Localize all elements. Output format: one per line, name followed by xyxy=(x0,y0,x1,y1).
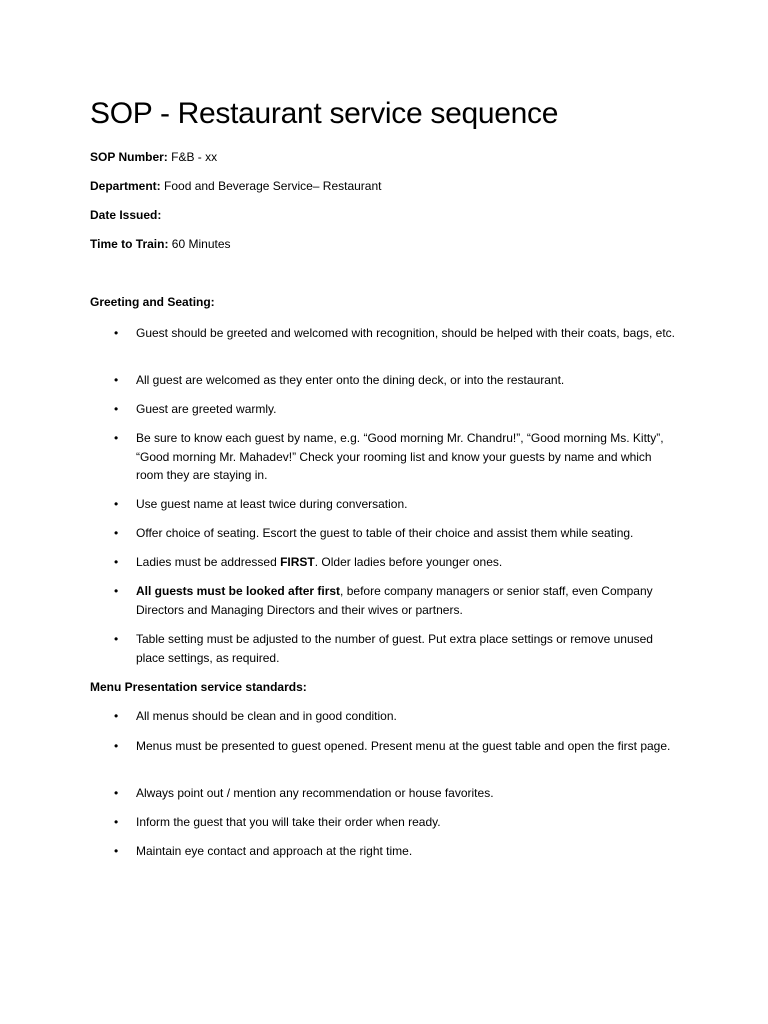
list-item-text: Be sure to know each guest by name, e.g. “Good morning Mr. Chandru!”, “Good morning Ms. Kitty”, “Good morning Mr. Mahadev!” Check your rooming list and know your guests by name and which room they are staying in. xyxy=(136,431,664,482)
bullet-icon: • xyxy=(114,326,119,340)
department-label: Department: xyxy=(90,179,161,193)
bullet-icon: • xyxy=(114,431,119,445)
bullet-icon: • xyxy=(114,739,119,753)
department-value: Food and Beverage Service– Restaurant xyxy=(160,179,382,193)
department-line xyxy=(90,179,382,193)
bullet-icon: • xyxy=(114,497,119,511)
list-item-text: Offer choice of seating. Escort the guest to table of their choice and assist them while seating. xyxy=(136,526,634,540)
bullet-icon: • xyxy=(114,526,119,540)
list-item-text: Use guest name at least twice during conversation. xyxy=(136,497,408,511)
time-to-train-line xyxy=(90,237,231,251)
time-to-train-label: Time to Train: xyxy=(90,237,169,251)
list-item-text-strong: FIRST xyxy=(280,555,315,569)
list-item-text xyxy=(136,553,676,572)
list-item-text: Always point out / mention any recommendation or house favorites. xyxy=(136,786,494,800)
sop-number-line xyxy=(90,150,217,164)
bullet-icon: • xyxy=(114,844,119,858)
date-issued-line xyxy=(90,208,161,222)
list-item-text-post: . Older ladies before younger ones. xyxy=(314,555,503,569)
list-item-text: Maintain eye contact and approach at the right time. xyxy=(136,844,413,858)
list-item-text: Guest should be greeted and welcomed with recognition, should be helped with their coats, bags, etc. xyxy=(136,326,675,340)
bullet-icon: • xyxy=(114,815,119,829)
bullet-icon: • xyxy=(114,786,119,800)
bullet-icon: • xyxy=(114,373,119,387)
list-item-text: Inform the guest that you will take their order when ready. xyxy=(136,815,441,829)
list-item-text: Guest are greeted warmly. xyxy=(136,402,277,416)
bullet-icon: • xyxy=(114,584,119,598)
sop-number-label: SOP Number: xyxy=(90,150,168,164)
bullet-icon: • xyxy=(114,402,119,416)
section-heading-greeting: Greeting and Seating: xyxy=(90,295,215,309)
date-issued-label: Date Issued: xyxy=(90,208,162,222)
sop-number-value: F&B - xx xyxy=(167,150,218,164)
list-item-text: Menus must be presented to guest opened. Present menu at the guest table and open the first page. xyxy=(136,739,671,753)
bullet-icon: • xyxy=(114,632,119,646)
bullet-icon: • xyxy=(114,709,119,723)
page-title: SOP - Restaurant service sequence xyxy=(90,97,559,130)
list-item-text-strong: All guests must be looked after first xyxy=(136,584,341,598)
list-item-text xyxy=(136,582,676,619)
list-item-text: All guest are welcomed as they enter onto the dining deck, or into the restaurant. xyxy=(136,373,565,387)
bullet-icon: • xyxy=(114,555,119,569)
section-heading-menu-presentation: Menu Presentation service standards: xyxy=(90,680,307,694)
list-item-text: All menus should be clean and in good condition. xyxy=(136,709,397,723)
list-item-text-pre: Ladies must be addressed xyxy=(136,555,281,569)
list-item-text: Table setting must be adjusted to the number of guest. Put extra place settings or remove unused place settings, as required. xyxy=(136,632,653,665)
list-item-text-rest: , before company managers or senior staff, even Company Directors and Managing Directors and their wives or partners. xyxy=(136,584,653,617)
time-to-train-value: 60 Minutes xyxy=(168,237,231,251)
